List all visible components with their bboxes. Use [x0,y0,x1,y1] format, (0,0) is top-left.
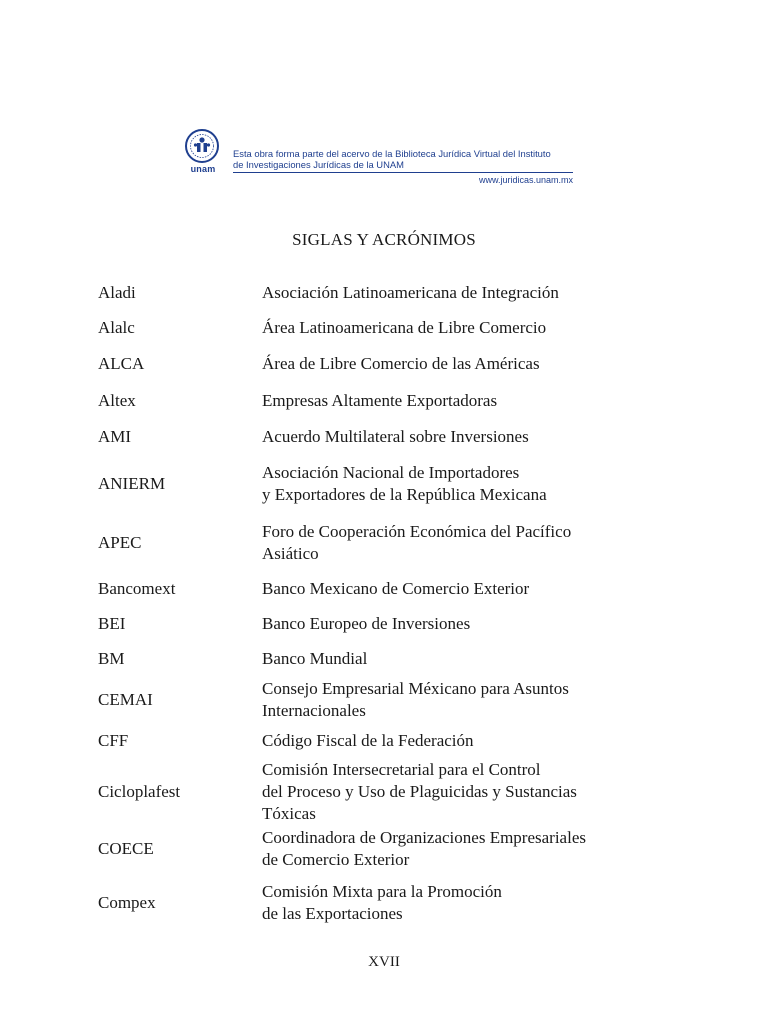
acronym-definition: Área Latinoamericana de Libre Comercio [262,318,547,337]
acronym-entry [98,513,678,572]
acronym-term: Cicloplafest [98,781,181,801]
acronym-term: COECE [98,839,154,858]
acronym-term: Bancomext [98,579,176,598]
acronym-definition: Asociación Latinoamericana de Integración [262,283,559,302]
page-number: XVII [368,954,400,970]
acronym-definition: Comisión Intersecretarial para el Control del Proceso y Uso de Plaguicidas y Sustancias Tóxicas [262,759,577,823]
acronym-definition: Foro de Cooperación Económica del Pacífico Asiático [262,521,572,563]
acronym-entry [98,676,678,724]
acronym-definition: Comisión Mixta para la Promoción de las Exportaciones [262,882,502,923]
acronym-entry [98,606,678,641]
acronym-entry [98,724,678,758]
repository-banner [178,128,578,188]
acronym-entry [98,873,678,933]
acronym-term: ALCA [98,354,145,373]
acronym-definition: Banco Mundial [262,648,368,668]
acronym-entry [98,572,678,606]
acronym-term: Compex [98,893,156,912]
acronym-entry [98,419,678,454]
acronym-definition: Coordinadora de Organizaciones Empresariales de Comercio Exterior [262,828,586,869]
acronym-definition: Asociación Nacional de Importadores y Exportadores de la República Mexicana [262,462,547,504]
acronym-definition: Acuerdo Multilateral sobre Inversiones [262,426,529,446]
acronym-definition: Área de Libre Comercio de las Américas [262,354,540,373]
iij-unam-logo [178,128,226,178]
acronym-entry [98,641,678,676]
page-title: SIGLAS Y ACRÓNIMOS [292,230,476,249]
acronym-term: CEMAI [98,690,153,709]
acronym-entry [98,346,678,382]
unam-wordmark: unam [190,164,216,174]
iij-emblem-icon [178,128,226,166]
banner-divider [233,172,573,173]
acronym-term: BEI [98,613,126,633]
acronym-term: AMI [98,426,132,446]
acronym-definition: Código Fiscal de la Federación [262,731,474,750]
acronym-term: BM [98,648,125,668]
acronym-entry [98,825,678,873]
repository-notice [233,149,575,170]
acronym-term: ANIERM [98,473,166,493]
acronym-entry [98,310,678,346]
acronym-term: Altex [98,390,136,410]
acronym-entry [98,454,678,513]
acronym-term: Alalc [98,318,135,337]
acronym-entry [98,276,678,310]
acronym-term: Aladi [98,283,136,302]
acronym-term: CFF [98,731,129,750]
acronym-definition: Consejo Empresarial Méxicano para Asuntos Internacionales [262,679,569,720]
acronym-term: APEC [98,532,142,552]
repository-url-link[interactable]: www.juridicas.unam.mx [478,175,573,185]
acronym-entry [98,758,678,825]
repository-notice-line-1: Esta obra forma parte del acervo de la Biblioteca Jurídica Virtual del Instituto [233,148,551,159]
acronym-definition: Banco Europeo de Inversiones [262,613,471,633]
acronym-definition: Empresas Altamente Exportadoras [262,390,498,410]
acronym-definition: Banco Mexicano de Comercio Exterior [262,579,530,598]
acronym-entry [98,382,678,419]
repository-notice-line-2: de Investigaciones Jurídicas de la UNAM [233,158,404,170]
acronym-list [98,276,678,933]
